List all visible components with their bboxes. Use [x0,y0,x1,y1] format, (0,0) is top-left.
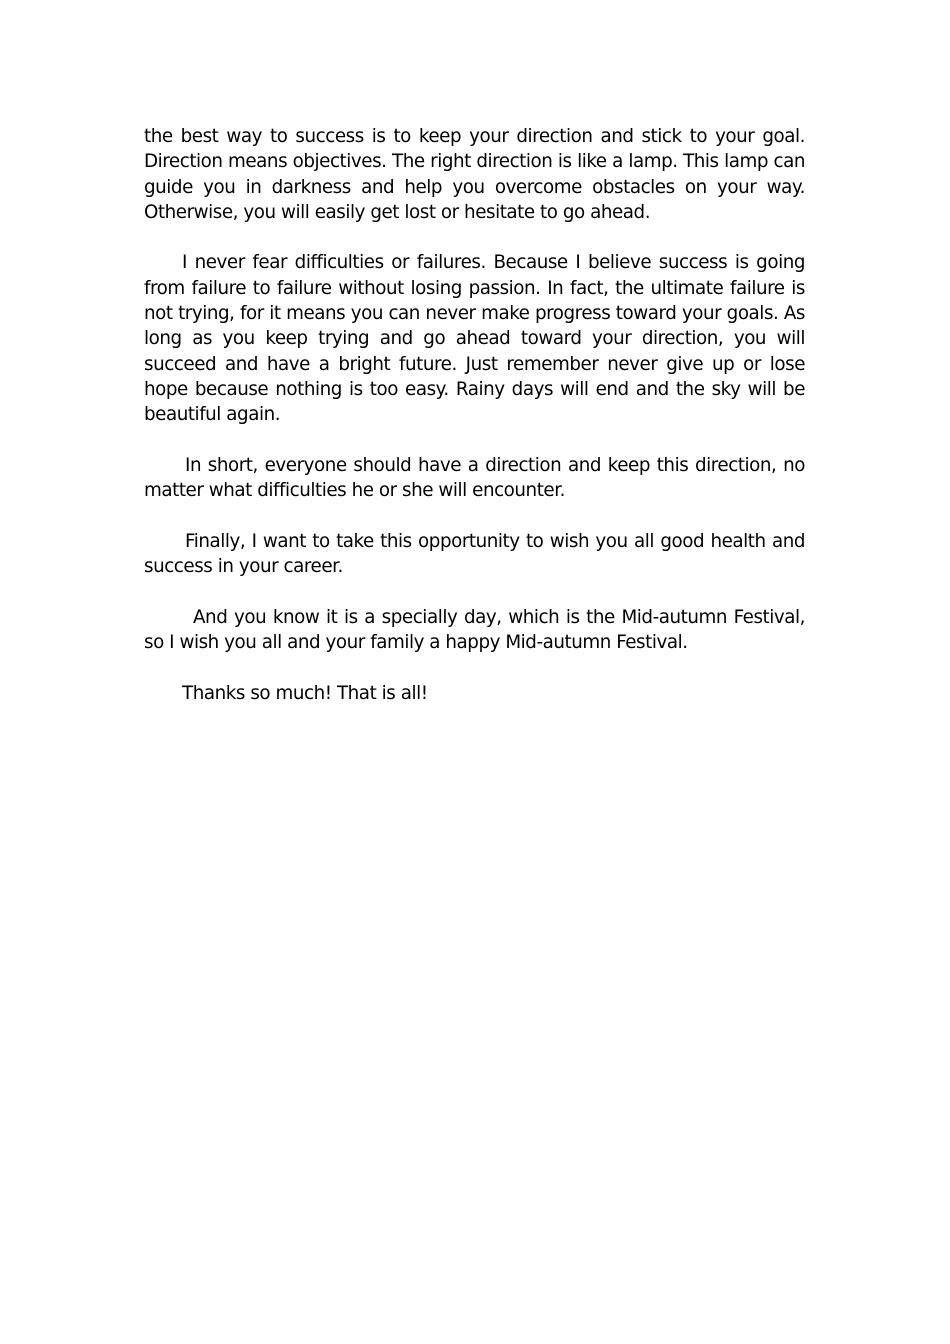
paragraph-failures: I never fear difficulties or failures. Because I believe success is going from failure to failure without losing passion. In fact, the ultimate failure is not trying, for it means you can never make progress toward your goals. As long as you keep trying and go ahead toward your direction, you will succeed and have a bright future. Just remember never give up or lose hope because nothing is too easy. Rainy days will end and the sky will be beautiful again. [144,252,805,426]
paragraph-mid-autumn: And you know it is a specially day, which is the Mid-autumn Festival, so I wish you all and your family a happy Mid-autumn Festival. [144,606,805,653]
paragraph-continuation: the best way to success is to keep your direction and stick to your goal. Direction means objectives. The right direction is like a lamp. This lamp can guide you in darkness and help you overcome obstacles on your way. Otherwise, you will easily get lost or hesitate to go ahead. [144,126,805,223]
paragraph-in-short: In short, everyone should have a direction and keep this direction, no matter what difficulties he or she will encounter. [144,454,805,502]
document-body [144,124,805,731]
paragraph-closing: Thanks so much! That is all! [182,682,428,704]
paragraph-finally: Finally, I want to take this opportunity to wish you all good health and success in your career. [144,530,805,578]
